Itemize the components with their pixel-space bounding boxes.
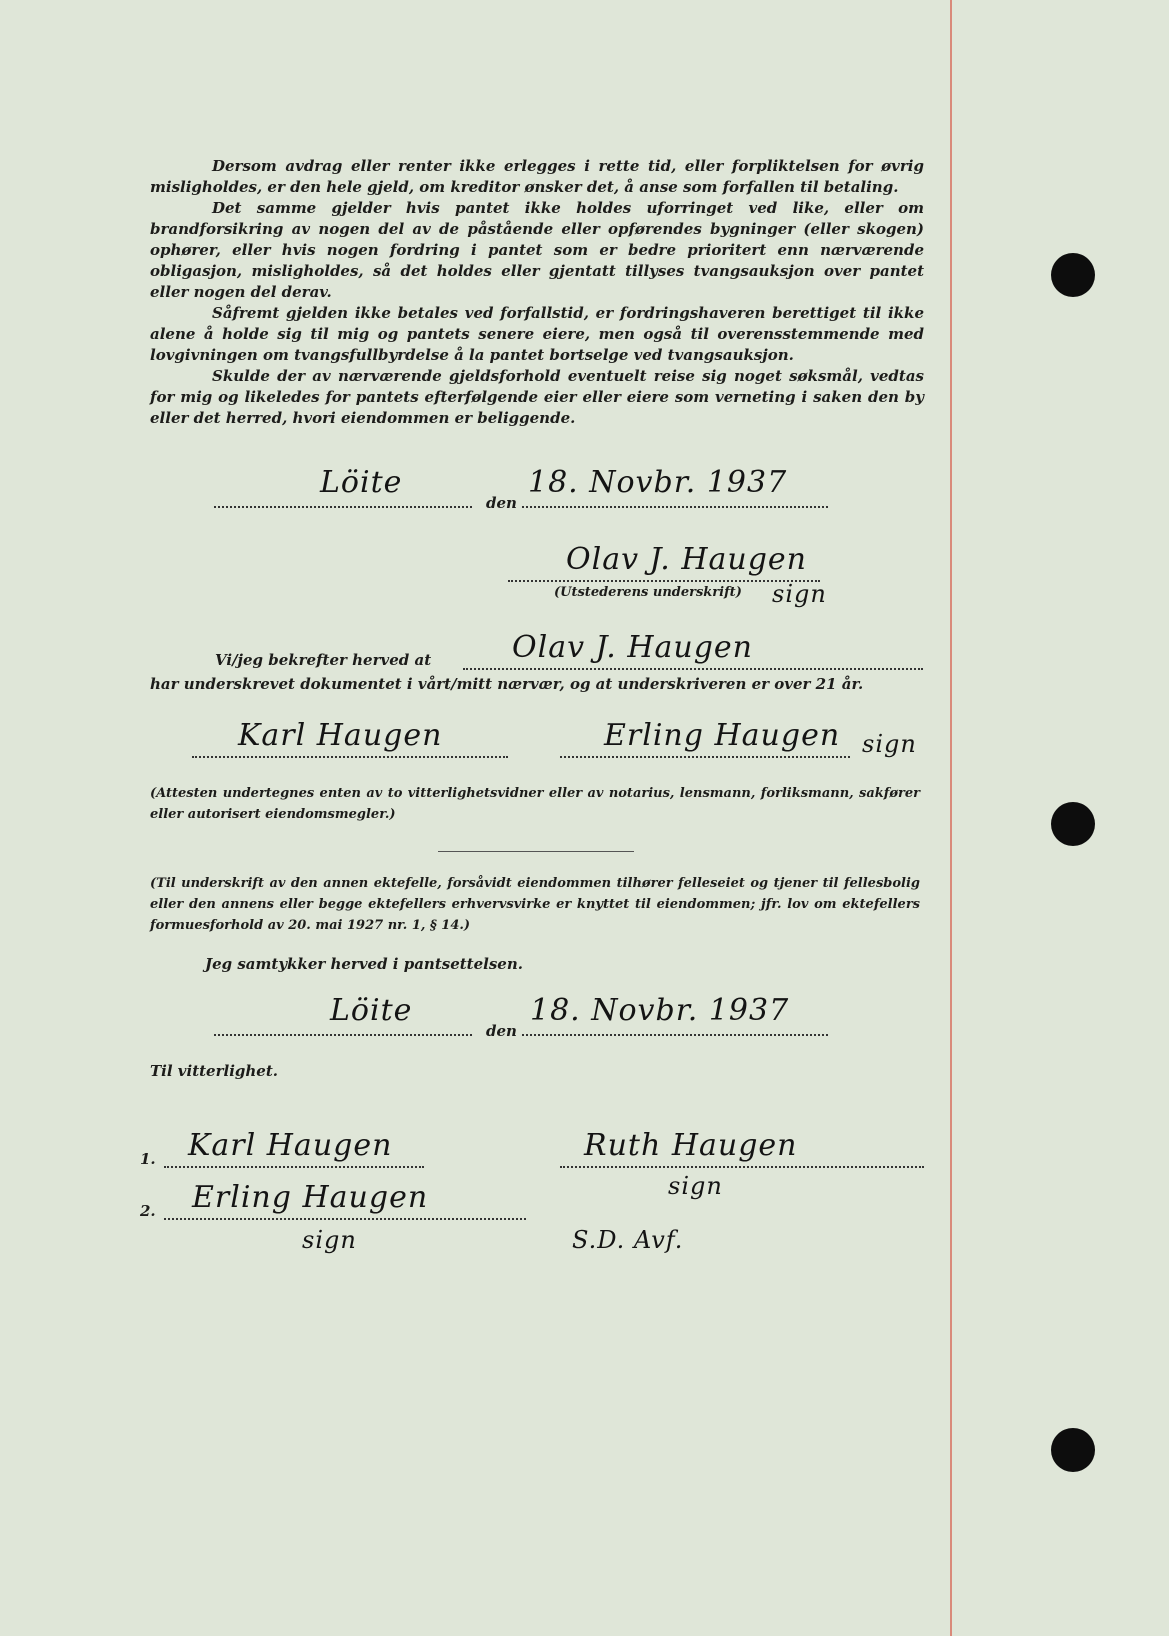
den-label: den bbox=[486, 494, 517, 512]
vitterlighet-signature-2: Erling Haugen bbox=[192, 1180, 429, 1215]
spouse-den-label: den bbox=[486, 1022, 517, 1040]
attest-statement: har underskrevet dokumentet i vårt/mitt nærvær, og at underskriveren er over 21 år. bbox=[150, 675, 864, 693]
witness-number-2: 2. bbox=[140, 1202, 156, 1220]
clause-venue: Skulde der av nærværende gjeldsforhold eventuelt reise sig noget søksmål, vedtas for mig og likeledes for pantets efterfølgende eier eller eiere som verneting i saken den by eller det herred, hvori eiendommen er beliggende. bbox=[150, 367, 924, 427]
witness-line-2 bbox=[560, 756, 850, 758]
witness-sign-mark: sign bbox=[862, 730, 917, 758]
vitterlighet-line-1 bbox=[164, 1166, 424, 1168]
spouse-note: (Til underskrift av den annen ektefelle, forsåvidt eiendommen tilhører felleseiet og tjener til fellesbolig eller den annens eller begge ektefellers erhvervsvirke er knyttet til eiendommen; jfr. lov om ektefellers formuesforhold av 20. mai 1927 nr. 1, § 14.) bbox=[150, 876, 920, 933]
spouse-sign-mark: sign bbox=[668, 1172, 723, 1200]
legal-conditions bbox=[150, 156, 924, 429]
issuer-signature: Olav J. Haugen bbox=[566, 542, 807, 577]
vitterlighet-signature-1: Karl Haugen bbox=[188, 1128, 393, 1163]
spouse-date-line bbox=[522, 1034, 828, 1036]
witness-signature-2: Erling Haugen bbox=[604, 718, 841, 753]
attest-prefix: Vi/jeg bekrefter herved at bbox=[215, 651, 432, 669]
date-line bbox=[522, 506, 828, 508]
signing-date: 18. Novbr. 1937 bbox=[528, 465, 788, 500]
place-line bbox=[214, 506, 472, 508]
clause-insurance: Det samme gjelder hvis pantet ikke holdes uforringet ved like, eller om brandforsikring av nogen del av de påstående eller opførendes bygninger (eller skogen) ophører, eller hvis nogen fordring i pantet som er bedre prioritert enn nærværende obligasjon, misligholdes, så det holdes eller gjentatt tillyses tvangsauksjon over pantet eller nogen del derav. bbox=[150, 199, 924, 301]
signing-place: Löite bbox=[320, 465, 403, 500]
vitterlighet-sign-mark: sign bbox=[302, 1226, 357, 1254]
attest-person-line bbox=[463, 668, 923, 670]
spouse-signing-place: Löite bbox=[330, 993, 413, 1028]
spouse-signature: Ruth Haugen bbox=[584, 1128, 798, 1163]
spouse-place-line bbox=[214, 1034, 472, 1036]
punch-hole-bottom bbox=[1051, 1428, 1095, 1472]
punch-hole-middle bbox=[1051, 802, 1095, 846]
witness-number-1: 1. bbox=[140, 1150, 156, 1168]
spouse-signing-date: 18. Novbr. 1937 bbox=[530, 993, 790, 1028]
clerk-initials: S.D. Avf. bbox=[572, 1226, 684, 1254]
clause-default: Dersom avdrag eller renter ikke erlegges i rette tid, eller forpliktelsen for øvrig misligholdes, er den hele gjeld, om kreditor ønsker det, å anse som forfallen til betaling. bbox=[150, 157, 924, 196]
witness-signature-1: Karl Haugen bbox=[238, 718, 443, 753]
vitterlighet-line-2 bbox=[164, 1218, 526, 1220]
attest-note: (Attesten undertegnes enten av to vitterlighetsvidner eller av notarius, lensmann, forliksmann, sakfører eller autorisert eiendomsmegler.) bbox=[150, 786, 920, 822]
issuer-sign-mark: sign bbox=[772, 580, 827, 608]
consent-statement: Jeg samtykker herved i pantsettelsen. bbox=[205, 955, 523, 973]
punch-hole-top bbox=[1051, 253, 1095, 297]
issuer-caption: (Utstederens underskrift) bbox=[554, 585, 742, 600]
spouse-signature-line bbox=[560, 1166, 924, 1168]
witness-line-1 bbox=[192, 756, 508, 758]
til-vitterlighet-label: Til vitterlighet. bbox=[150, 1062, 278, 1080]
margin-line bbox=[950, 0, 952, 1636]
attested-person: Olav J. Haugen bbox=[512, 630, 753, 665]
clause-enforcement: Såfremt gjelden ikke betales ved forfallstid, er fordringshaveren berettiget til ikke alene å holde sig til mig og pantets senere eiere, men også til overensstemmende med lovgivningen om tvangsfullbyrdelse å la pantet bortselge ved tvangsauksjon. bbox=[150, 304, 924, 364]
section-divider bbox=[438, 851, 634, 852]
